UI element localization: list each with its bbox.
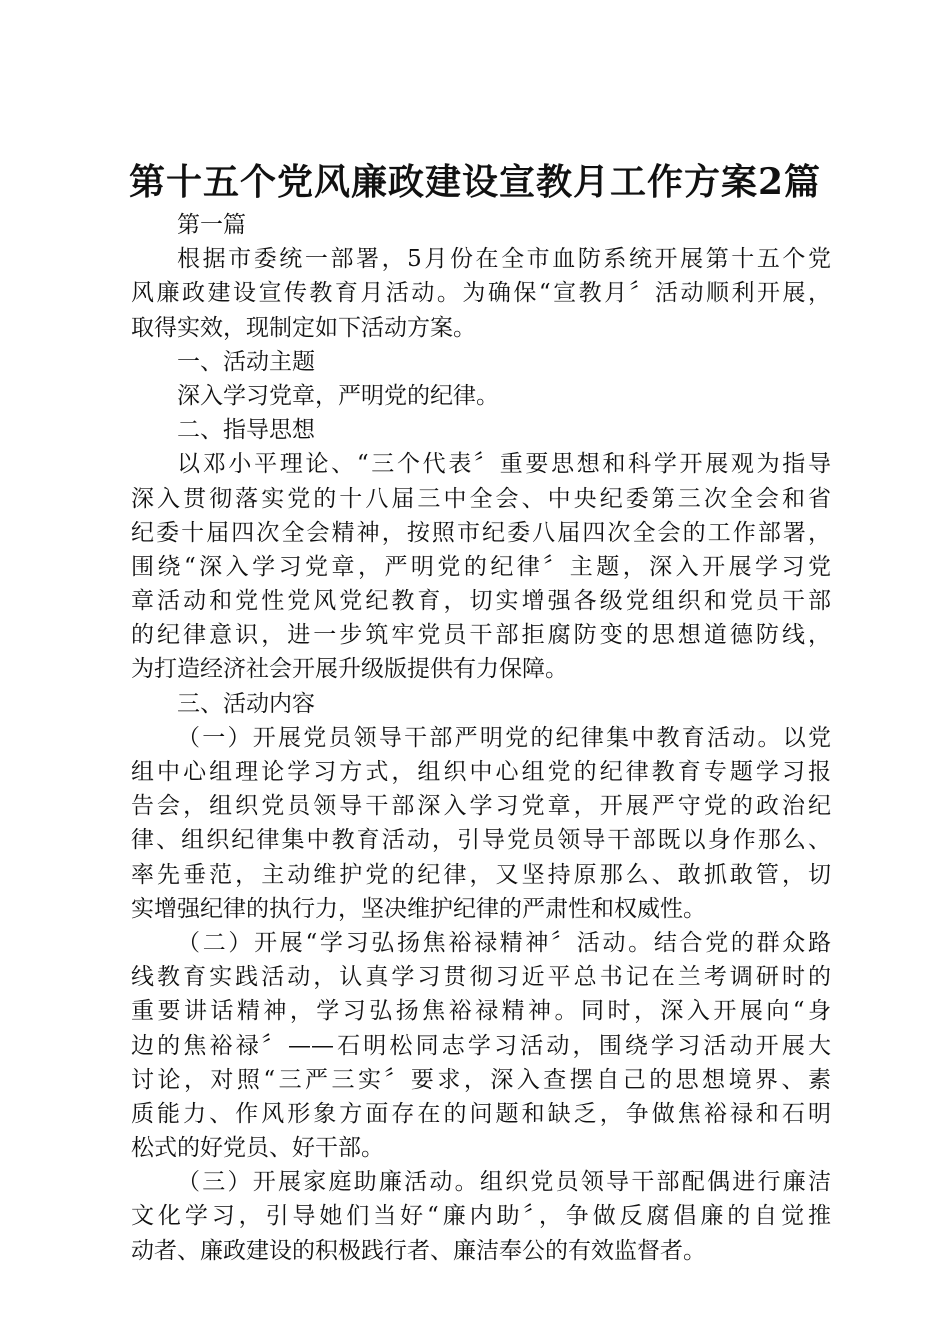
- body-text-line: 纪委十届四次全会精神，按照市纪委八届四次全会的工作部署，: [131, 519, 831, 546]
- body-text-line: 以邓小平理论、“三个代表〞重要思想和科学开展观为指导: [177, 451, 831, 478]
- body-text-line: 章活动和党性党风党纪教育，切实增强各级党组织和党员干部: [131, 588, 831, 615]
- body-text-line: 告会，组织党员领导干部深入学习党章，开展严守党的政治纪: [131, 793, 831, 820]
- body-text-line: 边的焦裕禄〞——石明松同志学习活动，围绕学习活动开展大: [131, 1032, 831, 1059]
- body-text-line: 松式的好党员、好干部。: [131, 1135, 384, 1162]
- body-text-line: 组中心组理论学习方式，组织中心组党的纪律教育专题学习报: [131, 759, 831, 785]
- body-text-line: 讨论，对照“三严三实〞要求，深入查摆自己的思想境界、素: [131, 1066, 831, 1093]
- body-text-line: （一）开展党员领导干部严明党的纪律集中教育活动。以党: [177, 724, 831, 751]
- body-text-line: 率先垂范，主动维护党的纪律，又坚持原那么、敢抓敢管，切: [131, 861, 831, 888]
- body-text-line: 深入贯彻落实党的十八届三中全会、中央纪委第三次全会和省: [131, 485, 831, 512]
- body-text-line: 一、活动主题: [177, 348, 315, 375]
- body-text-line: 动者、廉政建设的积极践行者、廉洁奉公的有效监督者。: [131, 1237, 706, 1264]
- body-text-line: 取得实效，现制定如下活动方案。: [131, 314, 476, 341]
- body-text-line: 根据市委统一部署，5月份在全市血防系统开展第十五个党: [177, 246, 831, 273]
- body-text-line: 质能力、作风形象方面存在的问题和缺乏，争做焦裕禄和石明: [131, 1100, 831, 1127]
- body-text-line: 文化学习，引导她们当好“廉内助〞，争做反腐倡廉的自觉推: [131, 1203, 831, 1230]
- body-text-line: 二、指导思想: [177, 417, 315, 444]
- body-text-line: 三、活动内容: [177, 690, 315, 717]
- body-text-line: （三）开展家庭助廉活动。组织党员领导干部配偶进行廉洁: [177, 1169, 831, 1196]
- body-text-line: 围绕“深入学习党章，严明党的纪律〞主题，深入开展学习党: [131, 553, 831, 580]
- body-text-line: （二）开展“学习弘扬焦裕禄精神〞活动。结合党的群众路: [177, 929, 831, 956]
- body-text-line: 律、组织纪律集中教育活动，引导党员领导干部既以身作那么、: [131, 827, 831, 854]
- body-text-line: 风廉政建设宣传教育月活动。为确保“宣教月〞活动顺利开展，: [131, 280, 831, 307]
- body-text-line: 深入学习党章，严明党的纪律。: [177, 382, 499, 409]
- body-text-line: 的纪律意识，进一步筑牢党员干部拒腐防变的思想道德防线，: [131, 622, 831, 649]
- body-text-line: 第一篇: [177, 212, 246, 238]
- body-text-line: 为打造经济社会开展升级版提供有力保障。: [131, 656, 568, 683]
- document-title: 第十五个党风廉政建设宣教月工作方案2篇: [128, 161, 822, 203]
- body-text-line: 实增强纪律的执行力，坚决维护纪律的严肃性和权威性。: [131, 895, 706, 922]
- body-text-line: 线教育实践活动，认真学习贯彻习近平总书记在兰考调研时的: [131, 964, 831, 991]
- body-text-line: 重要讲话精神，学习弘扬焦裕禄精神。同时，深入开展向“身: [131, 998, 831, 1025]
- document-body: [131, 208, 831, 1268]
